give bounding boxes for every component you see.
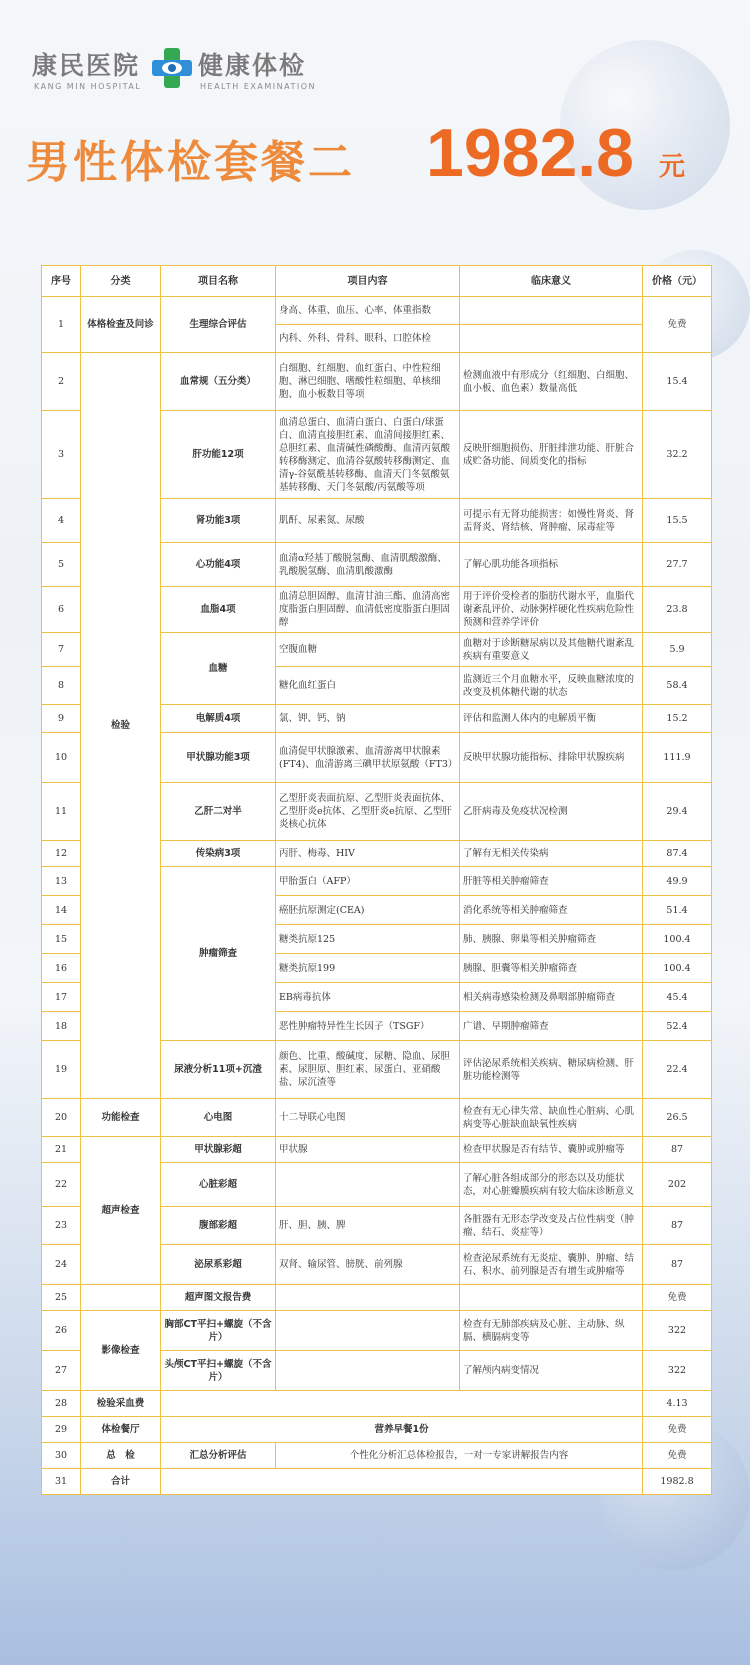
table-row <box>42 1443 712 1469</box>
item-meaning: 检查有无心律失常、缺血性心脏病、心肌病变等心脏缺血缺氧性疾病 <box>460 1099 643 1137</box>
item-content <box>276 1285 460 1311</box>
row-number: 8 <box>42 667 81 705</box>
table-row <box>42 353 712 411</box>
item-price: 58.4 <box>643 667 712 705</box>
category-cell: 功能检查 <box>81 1099 161 1137</box>
item-content: 个性化分析汇总体检报告，一对一专家讲解报告内容 <box>276 1443 643 1469</box>
item-name: 电解质4项 <box>161 705 276 733</box>
header-cell: 项目内容 <box>276 266 460 297</box>
item-meaning: 评估泌尿系统相关疾病、糖尿病检测、肝脏功能检测等 <box>460 1041 643 1099</box>
item-content: 甲胎蛋白（AFP） <box>276 867 460 896</box>
item-content: 血清促甲状腺激素、血清游离甲状腺素(FT4)、血清游离三碘甲状原氨酸（FT3） <box>276 733 460 783</box>
item-meaning <box>460 325 643 353</box>
row-number: 1 <box>42 297 81 353</box>
package-price: 1982.8 <box>426 115 634 191</box>
hospital-name: 康民医院 <box>32 51 141 80</box>
row-number: 23 <box>42 1207 81 1245</box>
item-content: 十二导联心电图 <box>276 1099 460 1137</box>
item-content: 糖类抗原199 <box>276 954 460 983</box>
item-meaning: 肝脏等相关肿瘤筛查 <box>460 867 643 896</box>
table-row <box>42 1417 712 1443</box>
item-name: 甲状腺功能3项 <box>161 733 276 783</box>
item-content: 癌胚抗原测定(CEA) <box>276 896 460 925</box>
item-content <box>276 1311 460 1351</box>
item-content: 血清总胆固醇、血清甘油三酯、血清高密度脂蛋白胆固醇、血清低密度脂蛋白胆固醇 <box>276 587 460 633</box>
medical-cross-icon <box>150 46 194 90</box>
item-meaning: 检查泌尿系统有无炎症、囊肿、肿瘤、结石、积水、前列腺是否有增生或肿瘤等 <box>460 1245 643 1285</box>
row-number: 15 <box>42 925 81 954</box>
item-name: 心脏彩超 <box>161 1163 276 1207</box>
item-name: 肿瘤筛查 <box>161 867 276 1041</box>
table-row <box>42 1137 712 1163</box>
item-name: 传染病3项 <box>161 841 276 867</box>
item-content: 白细胞、红细胞、血红蛋白、中性粒细胞、淋巴细胞、嗜酸性粒细胞、单核细胞、血小板数目等项 <box>276 353 460 411</box>
item-content: 双肾、输尿管、膀胱、前列腺 <box>276 1245 460 1285</box>
package-table <box>41 265 712 1495</box>
row-number: 9 <box>42 705 81 733</box>
item-price: 100.4 <box>643 925 712 954</box>
category-cell: 体格检查及问诊 <box>81 297 161 353</box>
row-number: 11 <box>42 783 81 841</box>
item-price: 51.4 <box>643 896 712 925</box>
table-row <box>42 1469 712 1495</box>
header-cell: 价格（元） <box>643 266 712 297</box>
row-number: 21 <box>42 1137 81 1163</box>
price-unit: 元 <box>659 152 686 182</box>
item-name: 肾功能3项 <box>161 499 276 543</box>
item-price: 免费 <box>643 297 712 353</box>
item-content: 肌酐、尿素氮、尿酸 <box>276 499 460 543</box>
item-content: 丙肝、梅毒、HIV <box>276 841 460 867</box>
item-price: 322 <box>643 1311 712 1351</box>
item-price: 26.5 <box>643 1099 712 1137</box>
item-meaning: 监测近三个月血糖水平，反映血糖浓度的改变及机体糖代谢的状态 <box>460 667 643 705</box>
package-title <box>26 115 726 200</box>
header-cell: 分类 <box>81 266 161 297</box>
item-name: 血脂4项 <box>161 587 276 633</box>
row-number: 12 <box>42 841 81 867</box>
item-meaning: 了解心肌功能各项指标 <box>460 543 643 587</box>
item-price: 15.2 <box>643 705 712 733</box>
item-name: 肝功能12项 <box>161 411 276 499</box>
item-price: 202 <box>643 1163 712 1207</box>
category-cell: 影像检查 <box>81 1311 161 1391</box>
item-meaning: 检查有无肺部疾病及心脏、主动脉、纵膈、横膈病变等 <box>460 1311 643 1351</box>
category-cell: 检验 <box>81 353 161 1099</box>
item-content: 颜色、比重、酸碱度、尿糖、隐血、尿胆素、尿胆原、胆红素、尿蛋白、亚硝酸盐、尿沉渣等 <box>276 1041 460 1099</box>
item-price: 52.4 <box>643 1012 712 1041</box>
empty-cell <box>161 1391 643 1417</box>
item-meaning: 了解有无相关传染病 <box>460 841 643 867</box>
row-number: 10 <box>42 733 81 783</box>
item-name: 营养早餐1份 <box>161 1417 643 1443</box>
item-price: 87 <box>643 1245 712 1285</box>
item-content: 内科、外科、骨科、眼科、口腔体检 <box>276 325 460 353</box>
item-meaning: 用于评价受检者的脂肪代谢水平，血脂代谢紊乱评价、动脉粥样硬化性疾病危险性预测和营养学评价 <box>460 587 643 633</box>
item-content: 肝、胆、胰、脾 <box>276 1207 460 1245</box>
item-price: 22.4 <box>643 1041 712 1099</box>
item-content: 糖类抗原125 <box>276 925 460 954</box>
item-price: 5.9 <box>643 633 712 667</box>
category-cell: 超声检查 <box>81 1137 161 1285</box>
total-price: 1982.8 <box>643 1469 712 1495</box>
item-price: 27.7 <box>643 543 712 587</box>
item-price: 4.13 <box>643 1391 712 1417</box>
row-number: 7 <box>42 633 81 667</box>
row-number: 6 <box>42 587 81 633</box>
row-number: 19 <box>42 1041 81 1099</box>
row-number: 29 <box>42 1417 81 1443</box>
row-number: 22 <box>42 1163 81 1207</box>
item-name: 超声图文报告费 <box>161 1285 276 1311</box>
item-meaning: 了解颅内病变情况 <box>460 1351 643 1391</box>
item-price: 32.2 <box>643 411 712 499</box>
item-meaning: 反映甲状腺功能指标、排除甲状腺疾病 <box>460 733 643 783</box>
item-price: 免费 <box>643 1443 712 1469</box>
table-header <box>42 266 712 297</box>
row-number: 26 <box>42 1311 81 1351</box>
item-name: 尿液分析11项+沉渣 <box>161 1041 276 1099</box>
category-cell: 总 检 <box>81 1443 161 1469</box>
row-number: 28 <box>42 1391 81 1417</box>
item-price: 322 <box>643 1351 712 1391</box>
table-row <box>42 1391 712 1417</box>
item-meaning: 检测血液中有形成分（红细胞、白细胞、血小板、血色素）数量高低 <box>460 353 643 411</box>
item-meaning <box>460 297 643 325</box>
row-number: 31 <box>42 1469 81 1495</box>
item-price: 45.4 <box>643 983 712 1012</box>
item-meaning <box>460 1285 643 1311</box>
item-price: 49.9 <box>643 867 712 896</box>
item-meaning: 相关病毒感染检测及鼻咽部肿瘤筛查 <box>460 983 643 1012</box>
row-number: 20 <box>42 1099 81 1137</box>
item-price: 15.5 <box>643 499 712 543</box>
item-price: 87 <box>643 1207 712 1245</box>
item-name: 泌尿系彩超 <box>161 1245 276 1285</box>
item-meaning: 乙肝病毒及免疫状况检测 <box>460 783 643 841</box>
total-label: 合计 <box>81 1469 161 1495</box>
item-meaning: 各脏器有无形态学改变及占位性病变（肿瘤、结石、炎症等） <box>460 1207 643 1245</box>
item-content: 恶性肿瘤特异性生长因子（TSGF） <box>276 1012 460 1041</box>
item-price: 免费 <box>643 1285 712 1311</box>
service-name: 健康体检 <box>198 51 307 80</box>
item-content <box>276 1163 460 1207</box>
item-content: 空腹血糖 <box>276 633 460 667</box>
item-meaning: 消化系统等相关肿瘤筛查 <box>460 896 643 925</box>
row-number: 24 <box>42 1245 81 1285</box>
category-cell: 检验采血费 <box>81 1391 161 1417</box>
item-name: 头颅CT平扫+螺旋（不含片） <box>161 1351 276 1391</box>
row-number: 14 <box>42 896 81 925</box>
item-name: 乙肝二对半 <box>161 783 276 841</box>
row-number: 5 <box>42 543 81 587</box>
item-price: 15.4 <box>643 353 712 411</box>
row-number: 16 <box>42 954 81 983</box>
category-cell: 体检餐厅 <box>81 1417 161 1443</box>
header-cell: 序号 <box>42 266 81 297</box>
row-number: 18 <box>42 1012 81 1041</box>
item-name: 血糖 <box>161 633 276 705</box>
service-name-en: HEALTH EXAMINATION <box>200 82 316 91</box>
item-content: 血清总蛋白、血清白蛋白、白蛋白/球蛋白、血清直接胆红素、血清间接胆红素、总胆红素、血清碱性磷酸酶、血清丙氨酸转移酶测定、血清谷氨酸转移酶测定、血清γ-谷氨酰基转移酶、血清天门冬氨酸氨基转移酶、天门冬氨酸/丙氨酸等项 <box>276 411 460 499</box>
item-name: 血常规（五分类） <box>161 353 276 411</box>
item-meaning: 了解心脏各组成部分的形态以及功能状态，对心脏瓣膜疾病有较大临床诊断意义 <box>460 1163 643 1207</box>
item-content: 血清α羟基丁酸脱氢酶、血清肌酸激酶、乳酸脱氢酶、血清肌酸激酶 <box>276 543 460 587</box>
item-name: 心功能4项 <box>161 543 276 587</box>
item-meaning: 胰腺、胆囊等相关肿瘤筛查 <box>460 954 643 983</box>
item-content: 糖化血红蛋白 <box>276 667 460 705</box>
item-name: 胸部CT平扫+螺旋（不含片） <box>161 1311 276 1351</box>
row-number: 25 <box>42 1285 81 1311</box>
item-content: 乙型肝炎表面抗原、乙型肝炎表面抗体、乙型肝炎e抗体、乙型肝炎e抗原、乙型肝炎核心抗体 <box>276 783 460 841</box>
hospital-name-en: KANG MIN HOSPITAL <box>34 82 142 91</box>
table-row <box>42 1311 712 1351</box>
item-name: 心电图 <box>161 1099 276 1137</box>
item-name: 甲状腺彩超 <box>161 1137 276 1163</box>
item-meaning: 反映肝细胞损伤、肝脏排泄功能、肝脏合成贮备功能、间质变化的指标 <box>460 411 643 499</box>
table-row <box>42 297 712 325</box>
item-content: 甲状腺 <box>276 1137 460 1163</box>
item-price: 87 <box>643 1137 712 1163</box>
row-number: 4 <box>42 499 81 543</box>
item-meaning: 可提示有无肾功能损害：如慢性肾炎、肾盂肾炎、肾结核、肾肿瘤、尿毒症等 <box>460 499 643 543</box>
row-number: 2 <box>42 353 81 411</box>
item-price: 87.4 <box>643 841 712 867</box>
item-content: EB病毒抗体 <box>276 983 460 1012</box>
category-cell <box>81 1285 161 1311</box>
item-content <box>276 1351 460 1391</box>
item-price: 23.8 <box>643 587 712 633</box>
item-price: 111.9 <box>643 733 712 783</box>
hospital-logo <box>32 46 352 94</box>
item-meaning: 血糖对于诊断糖尿病以及其他糖代谢紊乱疾病有重要意义 <box>460 633 643 667</box>
item-name: 汇总分析评估 <box>161 1443 276 1469</box>
table-row <box>42 1285 712 1311</box>
row-number: 13 <box>42 867 81 896</box>
item-content: 氯、钾、钙、钠 <box>276 705 460 733</box>
item-meaning: 检查甲状腺是否有结节、囊肿或肿瘤等 <box>460 1137 643 1163</box>
header-cell: 项目名称 <box>161 266 276 297</box>
item-meaning: 肺、胰腺、卵巢等相关肿瘤筛查 <box>460 925 643 954</box>
row-number: 3 <box>42 411 81 499</box>
item-price: 免费 <box>643 1417 712 1443</box>
item-name: 腹部彩超 <box>161 1207 276 1245</box>
package-name: 男性体检套餐二 <box>26 137 355 188</box>
row-number: 30 <box>42 1443 81 1469</box>
row-number: 17 <box>42 983 81 1012</box>
empty-cell <box>161 1469 643 1495</box>
table-row <box>42 1099 712 1137</box>
item-name: 生理综合评估 <box>161 297 276 353</box>
item-meaning: 广谱、早期肿瘤筛查 <box>460 1012 643 1041</box>
row-number: 27 <box>42 1351 81 1391</box>
item-price: 29.4 <box>643 783 712 841</box>
item-meaning: 评估和监测人体内的电解质平衡 <box>460 705 643 733</box>
item-price: 100.4 <box>643 954 712 983</box>
header-cell: 临床意义 <box>460 266 643 297</box>
item-content: 身高、体重、血压、心率、体重指数 <box>276 297 460 325</box>
